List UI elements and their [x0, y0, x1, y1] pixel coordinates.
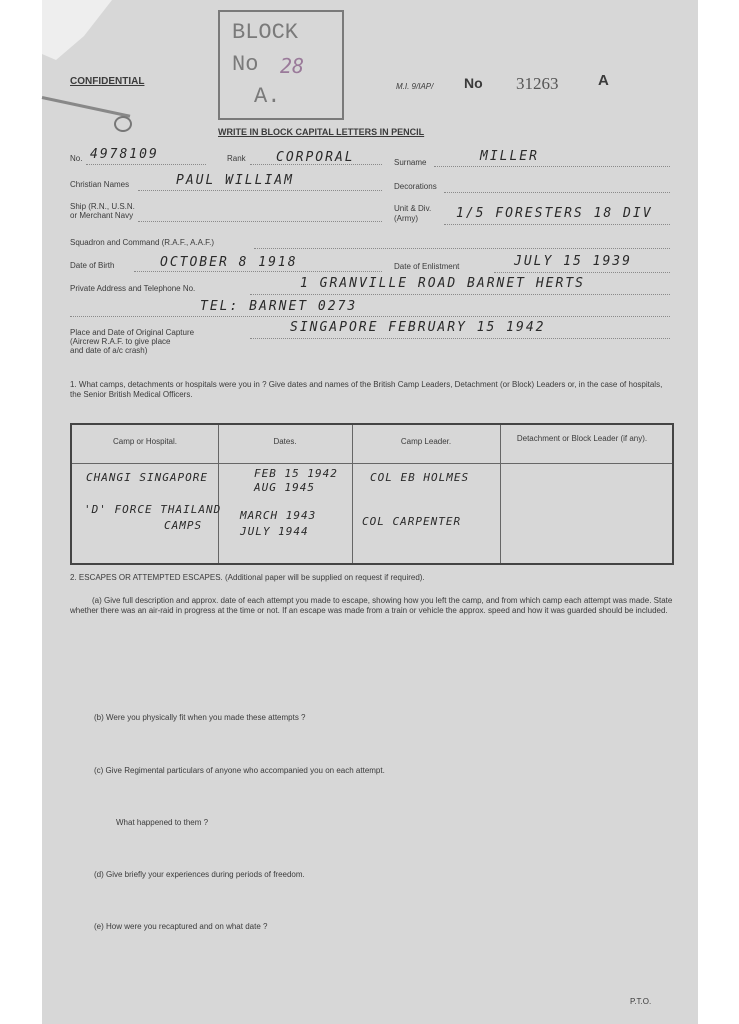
capture-value: SINGAPORE FEBRUARY 15 1942	[290, 320, 546, 335]
paper-tag	[42, 0, 112, 60]
row2-date1: MARCH 1943	[240, 509, 317, 522]
form-sheet	[42, 0, 698, 1024]
enlist-value: JULY 15 1939	[514, 254, 632, 269]
address-value: 1 GRANVILLE ROAD BARNET HERTS	[300, 276, 585, 291]
header-camp: Camp or Hospital.	[112, 437, 178, 446]
serial-number: 31263	[516, 74, 559, 93]
unit-value: 1/5 FORESTERS 18 DIV	[456, 206, 653, 221]
stamp-letter: A.	[254, 84, 281, 109]
serial-suffix: A	[598, 72, 609, 89]
question-2e: (e) How were you recaptured and on what date ?	[94, 922, 268, 931]
rank-value: CORPORAL	[276, 150, 355, 165]
question-2a: (a) Give full description and approx. date of each attempt you made to escape, showing how you left the camp, and from which camp each attempt was made. State whether there was an air-raid in progress at the time or not. If an escape was made from a train or vehicle the approx. speed and how it was guarded should be included.	[70, 596, 673, 615]
ship-label-2: or Merchant Navy	[70, 211, 134, 220]
tag-ring	[114, 116, 132, 132]
stamp-no: No	[232, 52, 259, 77]
header-leader: Camp Leader.	[400, 437, 452, 446]
stamp-number: 28	[280, 54, 305, 78]
tag-string	[42, 96, 131, 118]
christian-label: Christian Names	[70, 180, 130, 189]
tel-value: TEL: BARNET 0273	[200, 299, 358, 314]
ship-label-1: Ship (R.N., U.S.N.	[70, 202, 135, 211]
block-stamp	[218, 10, 344, 120]
enlist-label: Date of Enlistment	[394, 262, 460, 271]
form-code: M.I. 9/IAP/	[396, 82, 434, 91]
header-detachment: Detachment or Block Leader (if any).	[516, 434, 648, 443]
question-2b: (b) Were you physically fit when you made these attempts ?	[94, 713, 306, 722]
question-1: 1. What camps, detachments or hospitals were you in ? Give dates and names of the British Camp Leaders, Detachment (or Block) Leaders or, in the case of hospitals, the Senior British Medical Officers.	[70, 380, 663, 399]
no-label-field: No.	[70, 154, 83, 163]
surname-label: Surname	[394, 158, 427, 167]
confidential-label: CONFIDENTIAL	[70, 76, 145, 87]
row2-camp2: CAMPS	[164, 519, 203, 532]
row1-camp: CHANGI SINGAPORE	[86, 471, 208, 484]
decorations-label: Decorations	[394, 182, 437, 191]
row2-leader: COL CARPENTER	[362, 515, 462, 528]
stamp-block: BLOCK	[232, 20, 299, 45]
rank-label: Rank	[227, 154, 246, 163]
dob-label: Date of Birth	[70, 261, 115, 270]
pto-label: P.T.O.	[630, 997, 652, 1006]
squadron-label: Squadron and Command (R.A.F., A.A.F.)	[70, 238, 215, 247]
row2-camp: 'D' FORCE THAILAND	[84, 503, 222, 516]
question-2d: (d) Give briefly your experiences during periods of freedom.	[94, 870, 305, 879]
no-label: No	[464, 75, 483, 91]
unit-label-2: (Army)	[394, 214, 418, 223]
dob-value: OCTOBER 8 1918	[160, 255, 298, 270]
question-2-title: 2. ESCAPES OR ATTEMPTED ESCAPES. (Additional paper will be supplied on request if required).	[70, 573, 425, 582]
row2-date2: JULY 1944	[240, 525, 309, 538]
header-dates: Dates.	[273, 437, 297, 446]
capture-label-1: Place and Date of Original Capture	[70, 328, 195, 337]
question-2c-followup: What happened to them ?	[116, 818, 209, 827]
capture-label-2: (Aircrew R.A.F. to give place	[70, 337, 171, 346]
instruction: WRITE IN BLOCK CAPITAL LETTERS IN PENCIL	[218, 127, 425, 137]
address-label: Private Address and Telephone No.	[70, 284, 196, 293]
christian-value: PAUL WILLIAM	[176, 173, 294, 188]
unit-label-1: Unit & Div.	[394, 204, 432, 213]
capture-label-3: and date of a/c crash)	[70, 346, 148, 355]
surname-value: MILLER	[480, 149, 539, 164]
row1-date2: AUG 1945	[254, 481, 315, 494]
question-2c: (c) Give Regimental particulars of anyone who accompanied you on each attempt.	[94, 766, 385, 775]
row1-date1: FEB 15 1942	[254, 467, 338, 480]
no-value: 4978109	[90, 147, 159, 162]
camps-table	[70, 423, 674, 565]
row1-leader: COL EB HOLMES	[370, 471, 470, 484]
